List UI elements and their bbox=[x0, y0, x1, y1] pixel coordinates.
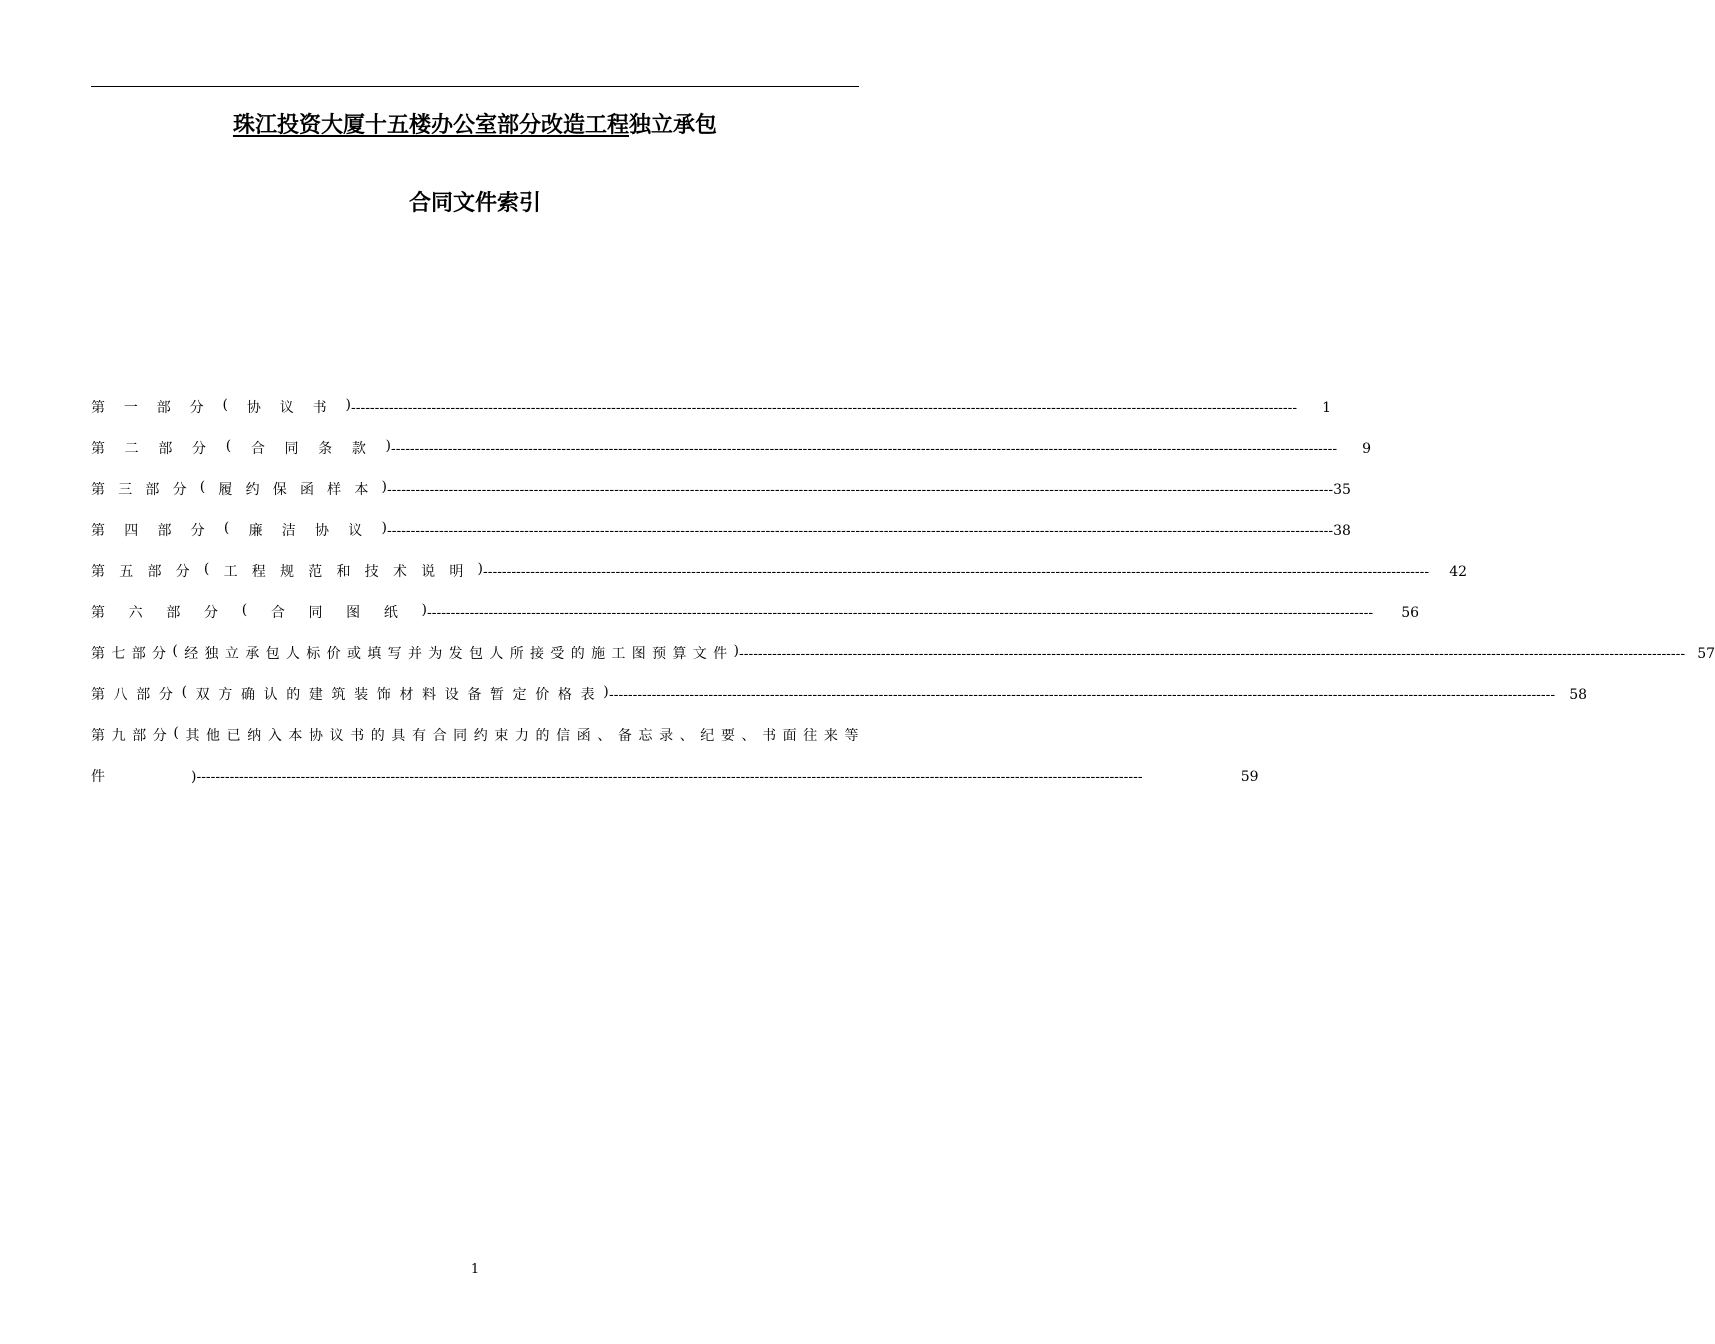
toc-leader-dots: -------------------------------------------------------------------------------------------------------------------------------------------------------------------------------------------------------- bbox=[351, 400, 1298, 416]
toc-entry-page: 42 bbox=[1449, 564, 1468, 580]
toc-leader-dots: -------------------------------------------------------------------------------------------------------------------------------------------------------------------------------------------------------- bbox=[387, 523, 1334, 539]
toc-entry-label: 第 九 部 分 ( 其 他 已 纳 入 本 协 议 书 的 具 有 合 同 约 束 力 的 信 函 、 备 忘 录 、 纪 要 、 书 面 往 来 等 bbox=[91, 725, 859, 744]
toc-entry-continuation bbox=[91, 766, 1259, 807]
toc-entry-label: 第 三 部 分 ( 履 约 保 函 样 本 ) bbox=[91, 479, 387, 498]
toc-entry-4 bbox=[91, 520, 1351, 561]
toc-entry-label: 第 七 部 分 ( 经 独 立 承 包 人 标 价 或 填 写 并 为 发 包 人 所 接 受 的 施 工 图 预 算 文 件 ) bbox=[91, 643, 739, 662]
toc-leader-dots: -------------------------------------------------------------------------------------------------------------------------------------------------------------------------------------------------------- bbox=[483, 564, 1430, 580]
toc-entry-label: 第 六 部 分 ( 合 同 图 纸 ) bbox=[91, 602, 427, 621]
toc-leader-dots: -------------------------------------------------------------------------------------------------------------------------------------------------------------------------------------------------------- bbox=[739, 646, 1686, 662]
page-number: 1 bbox=[470, 1262, 480, 1277]
toc-leader-dots: -------------------------------------------------------------------------------------------------------------------------------------------------------------------------------------------------------- bbox=[427, 605, 1374, 621]
toc-entry-close-paren: ) bbox=[191, 769, 197, 785]
toc-entry-label: 第 二 部 分 ( 合 同 条 款 ) bbox=[91, 438, 391, 457]
toc-entry-label: 第 一 部 分 ( 协 议 书 ) bbox=[91, 397, 351, 416]
document-title bbox=[0, 108, 950, 139]
toc-entry-6 bbox=[91, 602, 1420, 643]
toc-entry-page: 57 bbox=[1697, 646, 1715, 662]
toc-leader-dots: -------------------------------------------------------------------------------------------------------------------------------------------------------------------------------------------------------- bbox=[387, 482, 1334, 498]
toc-leader-dots: -------------------------------------------------------------------------------------------------------------------------------------------------------------------------------------------------------- bbox=[196, 769, 1143, 785]
toc-entry-5 bbox=[91, 561, 1468, 602]
toc-entry-label: 第 四 部 分 ( 廉 洁 协 议 ) bbox=[91, 520, 387, 539]
toc-leader-dots: -------------------------------------------------------------------------------------------------------------------------------------------------------------------------------------------------------- bbox=[391, 441, 1338, 457]
title-underlined-part: 珠江投资大厦十五楼办公室部分改造工程 bbox=[232, 113, 629, 138]
toc-entry-page: 59 bbox=[1240, 769, 1259, 785]
toc-entry-label-tail: 件 bbox=[91, 769, 105, 785]
toc-entry-label: 第 八 部 分 ( 双 方 确 认 的 建 筑 装 饰 材 料 设 备 暂 定 价 格 表 ) bbox=[91, 684, 609, 703]
toc-entry-page: 1 bbox=[1322, 400, 1332, 416]
table-of-contents bbox=[91, 397, 1715, 807]
toc-entry-page: 56 bbox=[1401, 605, 1420, 621]
toc-entry-3 bbox=[91, 479, 1351, 520]
toc-entry-page: 38 bbox=[1333, 523, 1351, 539]
toc-entry-9 bbox=[91, 725, 1259, 807]
toc-entry-page: 58 bbox=[1569, 687, 1588, 703]
toc-entry-page: 35 bbox=[1333, 482, 1351, 498]
toc-leader-dots: -------------------------------------------------------------------------------------------------------------------------------------------------------------------------------------------------------- bbox=[609, 687, 1556, 703]
toc-entry-1 bbox=[91, 397, 1332, 438]
toc-entry-2 bbox=[91, 438, 1372, 479]
document-subtitle: 合同文件索引 bbox=[408, 191, 541, 216]
top-rule bbox=[91, 86, 859, 87]
toc-entry-page: 9 bbox=[1362, 441, 1372, 457]
toc-entry-label: 第 五 部 分 ( 工 程 规 范 和 技 术 说 明 ) bbox=[91, 561, 483, 580]
title-rest-part: 独立承包 bbox=[629, 113, 718, 138]
toc-entry-7 bbox=[91, 643, 1715, 684]
toc-entry-8 bbox=[91, 684, 1588, 725]
